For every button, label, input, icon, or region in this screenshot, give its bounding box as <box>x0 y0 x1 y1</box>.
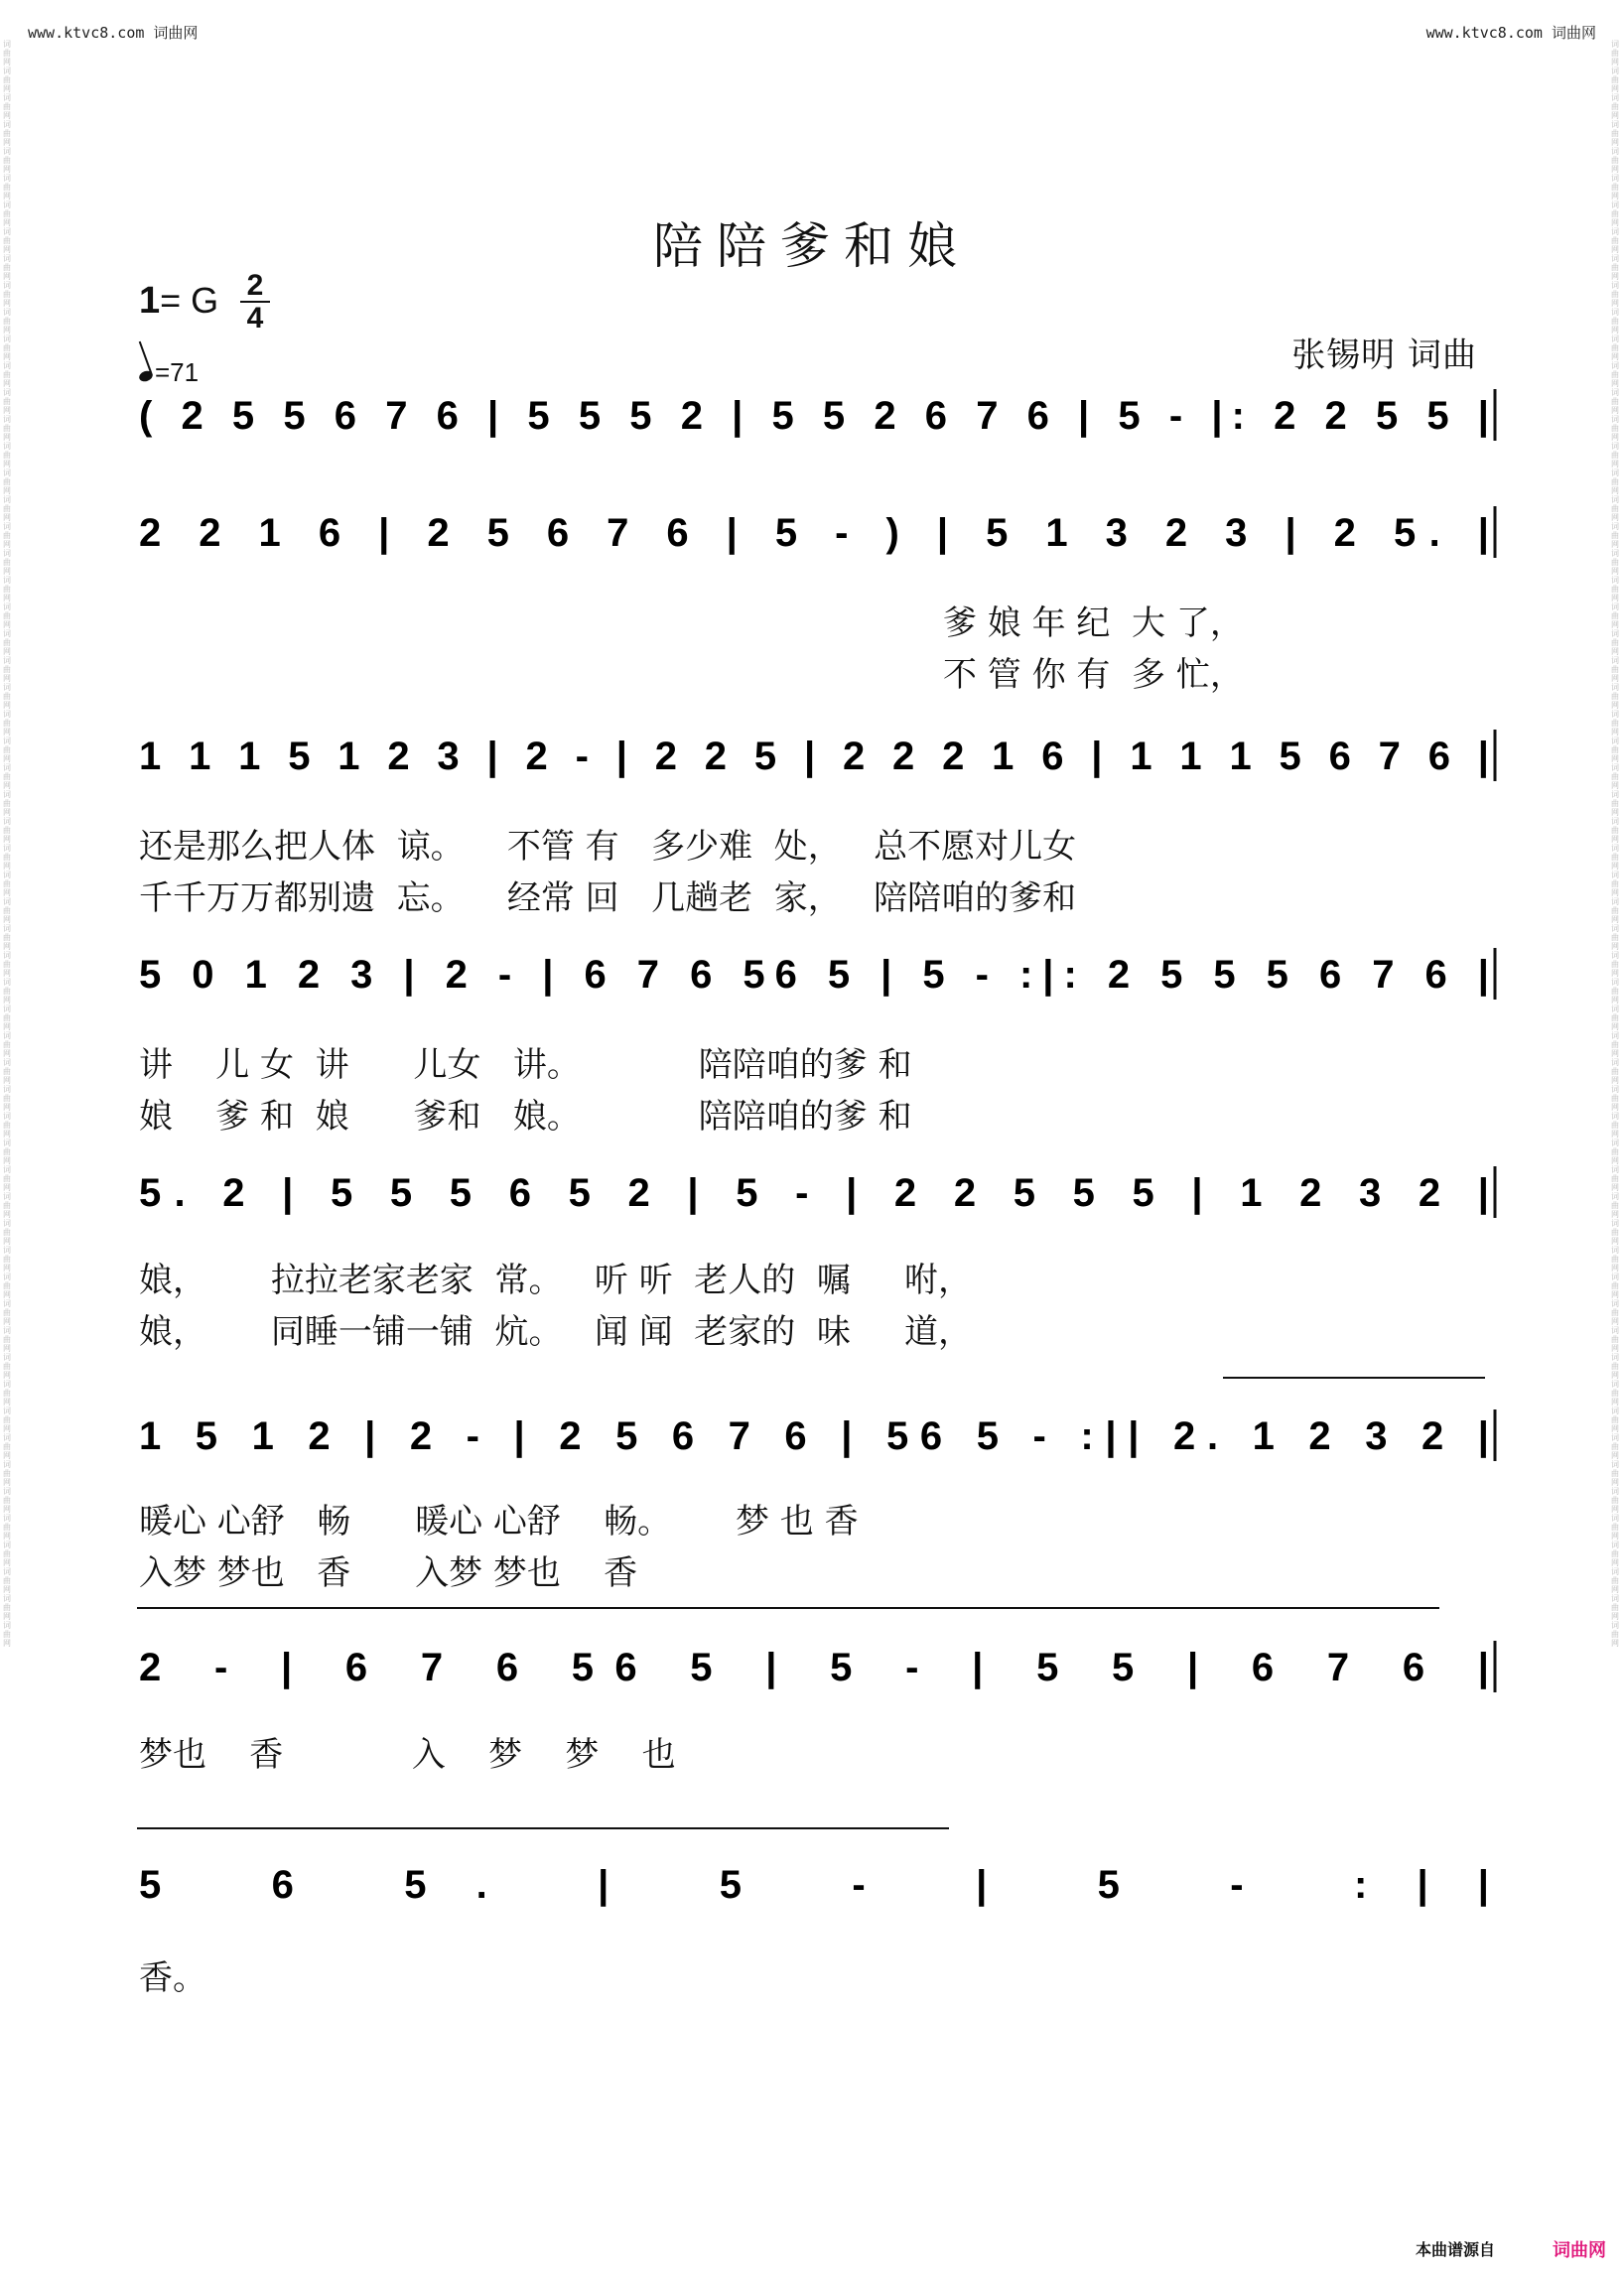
lyric-verse-1: 娘， 拉拉老家老家 常。 听 听 老人的 嘱 咐， <box>139 1261 972 1300</box>
notation-text: 2 2 1 6 | 2 5 6 7 6 | 5 - ) | 5 1 3 2 3 | 2 5. | <box>139 511 1490 555</box>
lyric-verse-1: 梦也 香 入 梦 梦 也 <box>139 1735 676 1775</box>
score-line <box>139 1166 1495 1218</box>
key-rest: = G <box>160 280 219 321</box>
lyric-verse-1: 香。 <box>139 1958 206 1998</box>
side-watermark-left: 词曲网 词曲网 词曲网 词曲网 词曲网 词曲网 词曲网 词曲网 词曲网 词曲网 词曲网 词曲网 词曲网 词曲网 词曲网 词曲网 词曲网 词曲网 词曲网 词曲网 词曲网 词曲网 词曲网 词曲网 词曲网 词曲网 词曲网 词曲网 词曲网 词曲网 词曲网 词曲网 词曲网 词曲网 词曲网 词曲网 词曲网 词曲网 词曲网 词曲网 词曲网 词曲网 词曲网 词曲网 词曲网 词曲网 词曲网 词曲网 词曲网 词曲网 词曲网 词曲网 词曲网 词曲网 词曲网 词曲网 词曲网 词曲网 词曲网 词曲网 <box>3 40 11 1648</box>
time-top: 2 <box>246 269 264 302</box>
tempo-value: =71 <box>155 357 200 387</box>
footer-site: 词曲网 <box>1553 2240 1606 2261</box>
notation-text: 2 - | 6 7 6 56 5 | 5 - | 5 5 | 6 7 6 | <box>139 1646 1490 1689</box>
lyric-verse-1: 还是那么把人体 谅。 不管 有 多少难 处， 总不愿对儿女 <box>139 827 1077 867</box>
notation-text: 1 5 1 2 | 2 - | 2 5 6 7 6 | 56 5 - :|| 2. 1 2 3 2 | <box>139 1414 1489 1458</box>
lyric-verse-1: 爹 娘 年 纪 大 了， <box>943 603 1244 643</box>
lyric-verse-1: 暖心 心舒 畅 暖心 心舒 畅。 梦 也 香 <box>139 1502 859 1541</box>
header-url-left: www.ktvc8.com 词曲网 <box>28 24 199 42</box>
notation-text: 5 0 1 2 3 | 2 - | 6 7 6 56 5 | 5 - :|: 2 5 5 5 6 7 6 | <box>139 953 1489 997</box>
score-line <box>139 1409 1495 1461</box>
notation-text: 5. 2 | 5 5 5 6 5 2 | 5 - | 2 2 5 5 5 | 1 2 3 2 | <box>139 1171 1489 1215</box>
score-line <box>139 1863 1489 1908</box>
notation-text: 5 6 5. | 5 - | 5 - :|| <box>139 1863 1489 1907</box>
header-url-right: www.ktvc8.com 词曲网 <box>1425 24 1596 42</box>
score-line <box>139 948 1495 1000</box>
lyric-verse-1: 讲 儿 女 讲 儿女 讲。 陪陪咱的爹 和 <box>139 1045 912 1085</box>
lyric-verse-2: 入梦 梦也 香 入梦 梦也 香 <box>139 1553 638 1593</box>
score-line <box>139 389 1495 441</box>
score-line <box>139 730 1495 781</box>
lyric-verse-2: 娘， 同睡一铺一铺 炕。 闻 闻 老家的 味 道， <box>139 1312 972 1352</box>
key-one: 1 <box>139 280 161 322</box>
lyric-verse-2: 不 管 你 有 多 忙， <box>943 655 1244 695</box>
footer-source: 本曲谱源自 <box>1415 2240 1495 2259</box>
notation-text: 1 1 1 5 1 2 3 | 2 - | 2 2 5 | 2 2 2 1 6 | 1 1 1 5 6 7 6 | <box>139 735 1489 778</box>
lyric-verse-2: 千千万万都别遗 忘。 经常 回 几趟老 家， 陪陪咱的爹和 <box>139 878 1077 918</box>
notation-text: ( 2 5 5 6 7 6 | 5 5 5 2 | 5 5 2 6 7 6 | 5 - |: 2 2 5 5 | <box>139 394 1489 438</box>
side-watermark-right: 词曲网 词曲网 词曲网 词曲网 词曲网 词曲网 词曲网 词曲网 词曲网 词曲网 词曲网 词曲网 词曲网 词曲网 词曲网 词曲网 词曲网 词曲网 词曲网 词曲网 词曲网 词曲网 词曲网 词曲网 词曲网 词曲网 词曲网 词曲网 词曲网 词曲网 词曲网 词曲网 词曲网 词曲网 词曲网 词曲网 词曲网 词曲网 词曲网 词曲网 词曲网 词曲网 词曲网 词曲网 词曲网 词曲网 词曲网 词曲网 词曲网 词曲网 词曲网 词曲网 词曲网 词曲网 词曲网 词曲网 词曲网 词曲网 词曲网 词曲网 <box>1611 40 1619 1648</box>
composer: 张锡明 词曲 <box>1291 335 1477 375</box>
score-line <box>139 506 1495 558</box>
time-bottom: 4 <box>240 301 270 334</box>
score-line <box>139 1641 1495 1692</box>
lyric-verse-2: 娘 爹 和 娘 爹和 娘。 陪陪咱的爹 和 <box>139 1097 912 1137</box>
song-title: 陪陪爹和娘 <box>653 217 971 275</box>
